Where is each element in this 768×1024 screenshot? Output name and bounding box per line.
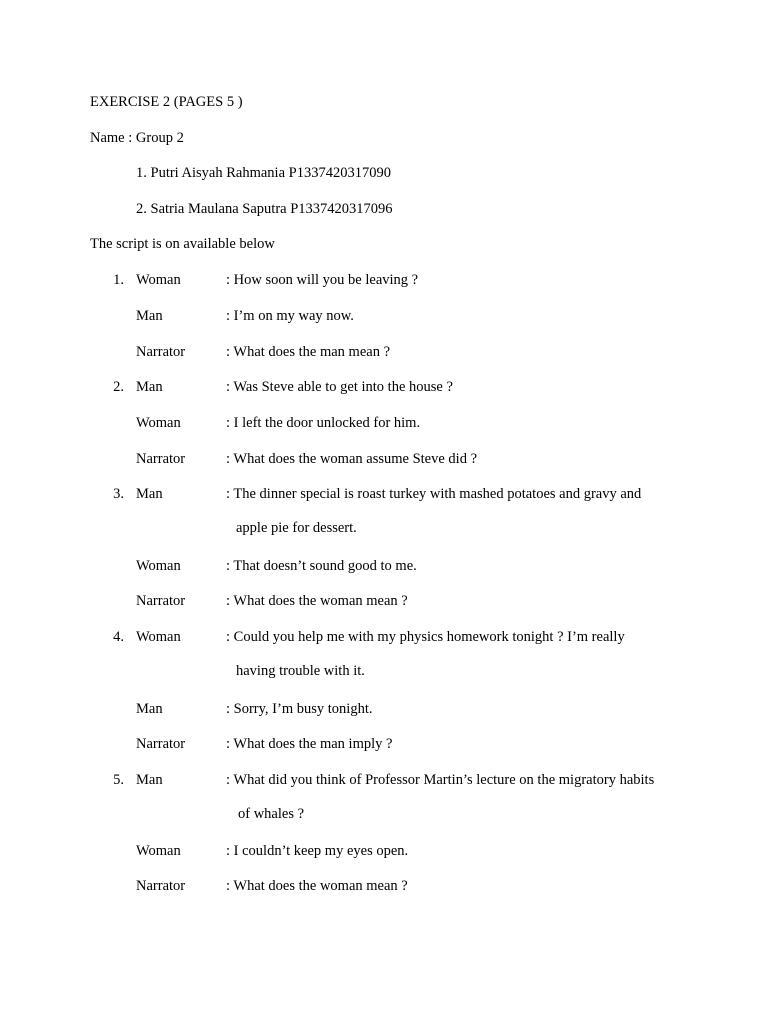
- dialogue-text: : Was Steve able to get into the house ?: [226, 379, 453, 395]
- dialogue-text: : Sorry, I’m busy tonight.: [226, 701, 373, 717]
- speaker-label: Woman: [136, 558, 181, 574]
- dialogue-text: : What does the woman assume Steve did ?: [226, 451, 478, 467]
- dialogue-text: : What does the woman mean ?: [226, 878, 408, 894]
- dialogue-text: : What does the man mean ?: [226, 344, 391, 360]
- group-name-line: Name : Group 2: [90, 130, 184, 146]
- speaker-label: Man: [136, 379, 163, 395]
- item-number: 4.: [113, 629, 124, 645]
- speaker-label: Man: [136, 308, 163, 324]
- dialogue-text: : What does the man imply ?: [226, 736, 393, 752]
- speaker-label: Narrator: [136, 593, 186, 609]
- speaker-label: Woman: [136, 415, 181, 431]
- dialogue-text: : Could you help me with my physics homework tonight ? I’m really: [226, 629, 625, 645]
- member-2: 2. Satria Maulana Saputra P1337420317096: [136, 201, 393, 217]
- speaker-label: Man: [136, 701, 163, 717]
- speaker-label: Man: [136, 772, 163, 788]
- dialogue-text: : What does the woman mean ?: [226, 593, 408, 609]
- speaker-label: Narrator: [136, 878, 186, 894]
- dialogue-text: : How soon will you be leaving ?: [226, 272, 419, 288]
- script-intro: The script is on available below: [90, 236, 275, 252]
- exercise-title: EXERCISE 2 (PAGES 5 ): [90, 94, 243, 110]
- dialogue-text: : I’m on my way now.: [226, 308, 354, 324]
- speaker-label: Narrator: [136, 736, 186, 752]
- speaker-label: Woman: [136, 272, 181, 288]
- dialogue-text: : I left the door unlocked for him.: [226, 415, 421, 431]
- speaker-label: Narrator: [136, 451, 186, 467]
- item-number: 1.: [113, 272, 124, 288]
- dialogue-continuation: having trouble with it.: [236, 663, 365, 679]
- dialogue-continuation: of whales ?: [238, 806, 305, 822]
- speaker-label: Woman: [136, 629, 181, 645]
- speaker-label: Narrator: [136, 344, 186, 360]
- member-1: 1. Putri Aisyah Rahmania P1337420317090: [136, 165, 391, 181]
- dialogue-continuation: apple pie for dessert.: [236, 520, 357, 536]
- dialogue-text: : What did you think of Professor Martin’s lecture on the migratory habits: [226, 772, 655, 788]
- dialogue-text: : The dinner special is roast turkey with mashed potatoes and gravy and: [226, 486, 642, 502]
- dialogue-text: : That doesn’t sound good to me.: [226, 558, 417, 574]
- speaker-label: Man: [136, 486, 163, 502]
- item-number: 5.: [113, 772, 124, 788]
- dialogue-text: : I couldn’t keep my eyes open.: [226, 843, 409, 859]
- speaker-label: Woman: [136, 843, 181, 859]
- item-number: 3.: [113, 486, 124, 502]
- item-number: 2.: [113, 379, 124, 395]
